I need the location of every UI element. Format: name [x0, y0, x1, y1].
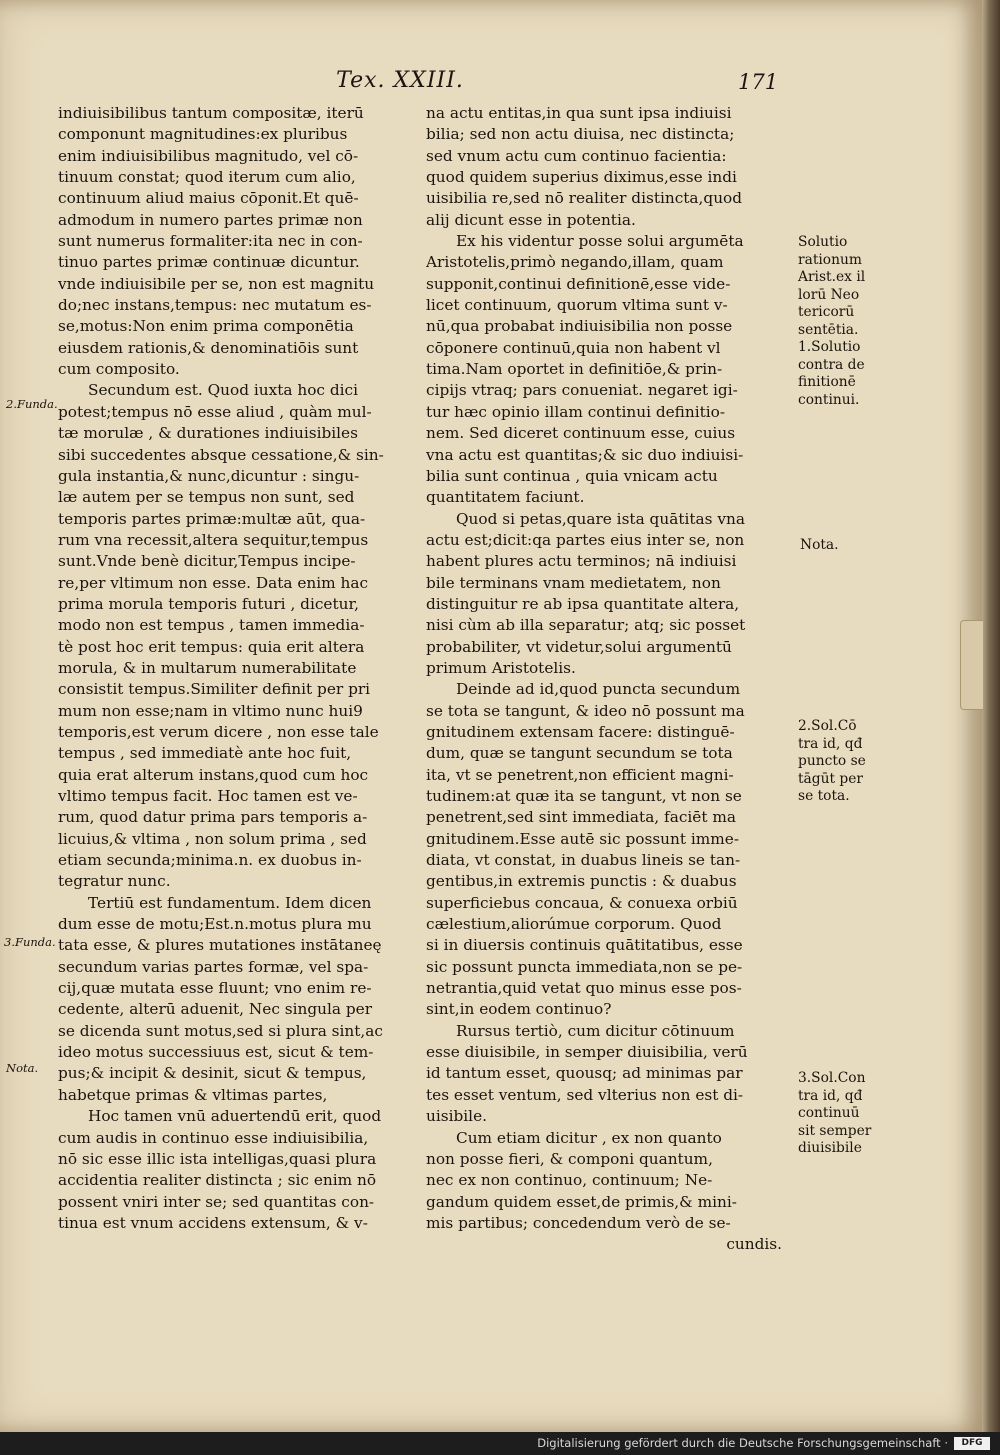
margin-line: tāgūt per: [798, 770, 864, 787]
text-line: netrantia,quid vetat quo minus esse pos-: [426, 979, 742, 998]
text-line: læ autem per se tempus non sunt, sed: [58, 488, 355, 507]
text-line: nū,qua probabat indiuisibilia non posse: [426, 317, 733, 336]
margin-line: tra id, qđ: [798, 1087, 863, 1104]
text-line: Deinde ad id,quod puncta secundum: [456, 680, 741, 699]
text-line: dum esse de motu;Est.n.motus plura mu: [58, 915, 372, 934]
text-line: cundis.: [726, 1235, 782, 1254]
text-line: cum composito.: [58, 360, 180, 379]
margin-line: continuū: [798, 1105, 860, 1121]
margin-line: Solutio: [798, 234, 848, 250]
text-line: bilia; sed non actu diuisa, nec distincta;: [426, 125, 735, 144]
page-number: 171: [738, 70, 779, 94]
margin-line: diuisibile: [798, 1140, 862, 1156]
text-line: continuum aliud maius cōponit.Et quē-: [58, 189, 359, 208]
text-line: accidentia realiter distincta ; sic enim nō: [58, 1171, 377, 1190]
text-line: si in diuersis continuis quātitatibus, esse: [426, 936, 743, 955]
text-line: indiuisibilibus tantum compositæ, iterū: [58, 104, 364, 122]
text-line: tinuum constat; quod iterum cum alio,: [58, 168, 356, 187]
text-line: quantitatem faciunt.: [426, 488, 585, 507]
text-line: prima morula temporis futuri , dicetur,: [58, 594, 359, 613]
text-line: secundum varias partes formæ, vel spa-: [58, 957, 369, 976]
text-line: gnitudinem.Esse autē sic possunt imme-: [426, 829, 740, 848]
text-line: licet continuum, quorum vltima sunt v-: [426, 296, 728, 315]
text-line: cij,quæ mutata esse fluunt; vno enim re-: [58, 979, 372, 998]
left-text-column: [58, 103, 398, 1234]
text-line: potest;tempus nō esse aliud , quàm mul-: [58, 402, 372, 421]
text-line: tegratur nunc.: [58, 872, 171, 891]
text-line: tur hæc opinio illam continui definitio-: [426, 402, 726, 421]
text-line: habetque primas & vltimas partes,: [58, 1085, 328, 1104]
text-line: consistit tempus.Similiter definit per pri: [58, 680, 371, 699]
text-line: Tertiū est fundamentum. Idem dicen: [88, 893, 372, 912]
text-line: tempus , sed immediatè ante hoc fuit,: [58, 744, 352, 763]
text-line: probabiliter, vt videtur,solui argumentū: [426, 637, 732, 656]
margin-note-nota-left: Nota.: [6, 1061, 39, 1075]
right-text-column: [426, 103, 792, 1256]
margin-note-sol-2: [798, 718, 866, 806]
text-line: na actu entitas,in qua sunt ipsa indiuisi: [426, 104, 732, 122]
text-line: bile terminans vnam medietatem, non: [426, 573, 721, 592]
text-line: morula, & in multarum numerabilitate: [58, 658, 357, 677]
text-line: gentibus,in extremis punctis : & duabus: [426, 872, 737, 891]
margin-line: 2.Sol.Cō: [798, 718, 857, 734]
text-line: Rursus tertiò, cum dicitur cōtinuum: [456, 1021, 735, 1040]
text-line: non posse fieri, & componi quantum,: [426, 1149, 713, 1168]
text-line: etiam secunda;minima.n. ex duobus in-: [58, 851, 362, 870]
text-line: nem. Sed diceret continuum esse, cuius: [426, 424, 736, 443]
text-line: quia erat alterum instans,quod cum hoc: [58, 765, 369, 784]
text-line: nō sic esse illic ista intelligas,quasi plura: [58, 1149, 377, 1168]
text-line: dum, quæ se tangunt secundum se tota: [426, 744, 733, 763]
text-line: tæ morulæ , & durationes indiuisibiles: [58, 424, 358, 443]
text-line: diata, vt constat, in duabus lineis se tan-: [426, 851, 741, 870]
margin-note-nota-right: Nota.: [800, 537, 839, 553]
text-line: tudinem:at quæ ita se tangunt, vt non se: [426, 787, 742, 805]
text-line: superficiebus concaua, & conuexa orbiū: [426, 893, 738, 912]
text-line: modo non est tempus , tamen immedia-: [58, 616, 365, 635]
text-line: licuius,& vltima , non solum prima , sed: [58, 829, 367, 848]
text-line: possent vniri inter se; sed quantitas con-: [58, 1192, 375, 1211]
text-line: cum audis in continuo esse indiuisibilia,: [58, 1128, 369, 1147]
text-line: se tota se tangunt, & ideo nō possunt ma: [426, 701, 745, 720]
footer-credit: Digitalisierung gefördert durch die Deutsche Forschungsgemeinschaft ·: [537, 1436, 948, 1450]
margin-line: sentētia.: [798, 321, 859, 338]
margin-line: rationum: [798, 251, 862, 268]
text-line: sed vnum actu cum continuo facientia:: [426, 146, 727, 165]
text-line: se,motus:Non enim prima componētia: [58, 317, 354, 336]
text-line: sint,in eodem continuo?: [426, 1000, 612, 1019]
margin-line: tericorū: [798, 304, 855, 320]
text-line: rum vna recessit,altera sequitur,tempus: [58, 530, 369, 549]
margin-line: contra de: [798, 356, 865, 373]
text-line: vnde indiuisibile per se, non est magnitu: [58, 274, 375, 293]
text-line: temporis,est verum dicere , non esse tale: [58, 722, 379, 741]
text-line: cōponere continuū,quia non habent vl: [426, 338, 721, 357]
margin-line: se tota.: [798, 788, 850, 804]
text-line: nec ex non continuo, continuum; Ne-: [426, 1171, 713, 1190]
text-line: bilia sunt continua , quia vnicam actu: [426, 466, 718, 485]
text-line: gandum quidem esset,de primis,& mini-: [426, 1192, 737, 1211]
text-line: vna actu est quantitas;& sic duo indiuisi-: [426, 445, 744, 464]
text-line: mum non esse;nam in vltimo nunc hui9: [58, 701, 363, 720]
text-line: ideo motus successiuus est, sicut & tem-: [58, 1043, 374, 1062]
text-line: esse diuisibile, in semper diuisibilia, verū: [426, 1043, 748, 1062]
text-line: vltimo tempus facit. Hoc tamen est ve-: [58, 787, 358, 805]
text-line: cipijs vtraq; pars conueniat. negaret igi-: [426, 381, 738, 400]
text-line: tinua est vnum accidens extensum, & v-: [58, 1213, 368, 1232]
text-line: Aristotelis,primò negando,illam, quam: [426, 253, 724, 272]
running-head-title: Tex. XXIII.: [336, 68, 464, 93]
text-line: quod quidem superius diximus,esse indi: [426, 168, 737, 187]
text-line: rum, quod datur prima pars temporis a-: [58, 808, 368, 827]
text-line: sunt numerus formaliter:ita nec in con-: [58, 232, 363, 251]
text-line: sibi succedentes absque cessatione,& sin-: [58, 445, 384, 464]
margin-line: lorū Neo: [798, 286, 860, 303]
text-line: tes esset ventum, sed vlterius non est di-: [426, 1085, 744, 1104]
text-line: se dicenda sunt motus,sed si plura sint,ac: [58, 1021, 383, 1040]
margin-note-sol-3: [798, 1070, 871, 1158]
text-line: cedente, alterū aduenit, Nec singula per: [58, 1000, 373, 1019]
margin-line: finitionē: [798, 374, 856, 390]
text-line: sic possunt puncta immediata,non se pe-: [426, 957, 743, 976]
text-line: temporis partes primæ:multæ aūt, qua-: [58, 509, 366, 528]
text-line: habent plures actu terminos; nā indiuisi: [426, 552, 737, 571]
margin-note-funda-2: 2.Funda.: [6, 397, 58, 411]
text-line: uisibile.: [426, 1107, 487, 1126]
text-line: gula instantia,& nunc,dicuntur : singu-: [58, 466, 360, 485]
text-line: do;nec instans,tempus: nec mutatum es-: [58, 296, 372, 315]
margin-line: puncto se: [798, 753, 866, 769]
margin-line: Arist.ex il: [798, 269, 866, 285]
text-line: Secundum est. Quod iuxta hoc dici: [88, 381, 358, 400]
text-line: nisi cùm ab illa separatur; atq; sic posset: [426, 616, 746, 635]
margin-line: tra id, qđ: [798, 735, 863, 752]
text-line: re,per vltimum non esse. Data enim hac: [58, 573, 369, 592]
text-line: eiusdem rationis,& denominatiōis sunt: [58, 338, 359, 357]
margin-line: 1.Solutio: [798, 339, 861, 355]
text-line: tata esse, & plures mutationes instātaneę: [58, 936, 382, 955]
margin-line: continui.: [798, 391, 860, 408]
text-line: cælestium,aliorúmue corporum. Quod: [426, 915, 722, 934]
text-line: id tantum esset, quousq; ad minimas par: [426, 1064, 743, 1083]
text-line: mis partibus; concedendum verò de se-: [426, 1213, 731, 1232]
text-line: Quod si petas,quare ista quātitas vna: [456, 509, 745, 528]
text-line: alij dicunt esse in potentia.: [426, 210, 636, 229]
text-line: actu est;dicit:qa partes eius inter se, non: [426, 530, 745, 549]
margin-line: sit semper: [798, 1122, 872, 1139]
digitization-footer: [0, 1432, 1000, 1455]
page-edge: [982, 0, 1000, 1432]
margin-line: 3.Sol.Con: [798, 1070, 866, 1086]
text-line: gnitudinem extensam facere: distinguē-: [426, 722, 735, 741]
margin-note-solutio: [798, 234, 865, 409]
page-tab-marker: [960, 620, 983, 710]
text-line: componunt magnitudines:ex pluribus: [58, 125, 348, 144]
text-line: primum Aristotelis.: [426, 658, 576, 677]
text-line: Cum etiam dicitur , ex non quanto: [456, 1128, 722, 1147]
text-line: sunt.Vnde benè dicitur,Tempus incipe-: [58, 552, 356, 571]
text-line: tè post hoc erit tempus: quia erit altera: [58, 637, 365, 656]
dfg-logo: DFG: [954, 1437, 990, 1450]
text-line: penetrent,sed sint immediata, faciēt ma: [426, 808, 736, 827]
text-line: distinguitur re ab ipsa quantitate altera,: [426, 594, 740, 613]
text-line: enim indiuisibilibus magnitudo, vel cō-: [58, 146, 359, 165]
text-line: tima.Nam oportet in definitiōe,& prin-: [426, 360, 723, 379]
text-line: Ex his videntur posse solui argumēta: [456, 232, 744, 251]
text-line: uisibilia re,sed nō realiter distincta,quod: [426, 189, 743, 208]
text-line: ita, vt se penetrent,non efficient magni-: [426, 765, 734, 784]
text-line: admodum in numero partes primæ non: [58, 210, 363, 229]
margin-note-funda-3: 3.Funda.: [4, 935, 56, 949]
text-line: Hoc tamen vnū aduertendū erit, quod: [88, 1107, 382, 1126]
text-line: pus;& incipit & desinit, sicut & tempus,: [58, 1064, 367, 1083]
text-line: supponit,continui definitionē,esse vide-: [426, 274, 731, 293]
text-line: tinuo partes primæ continuæ dicuntur.: [58, 253, 360, 272]
